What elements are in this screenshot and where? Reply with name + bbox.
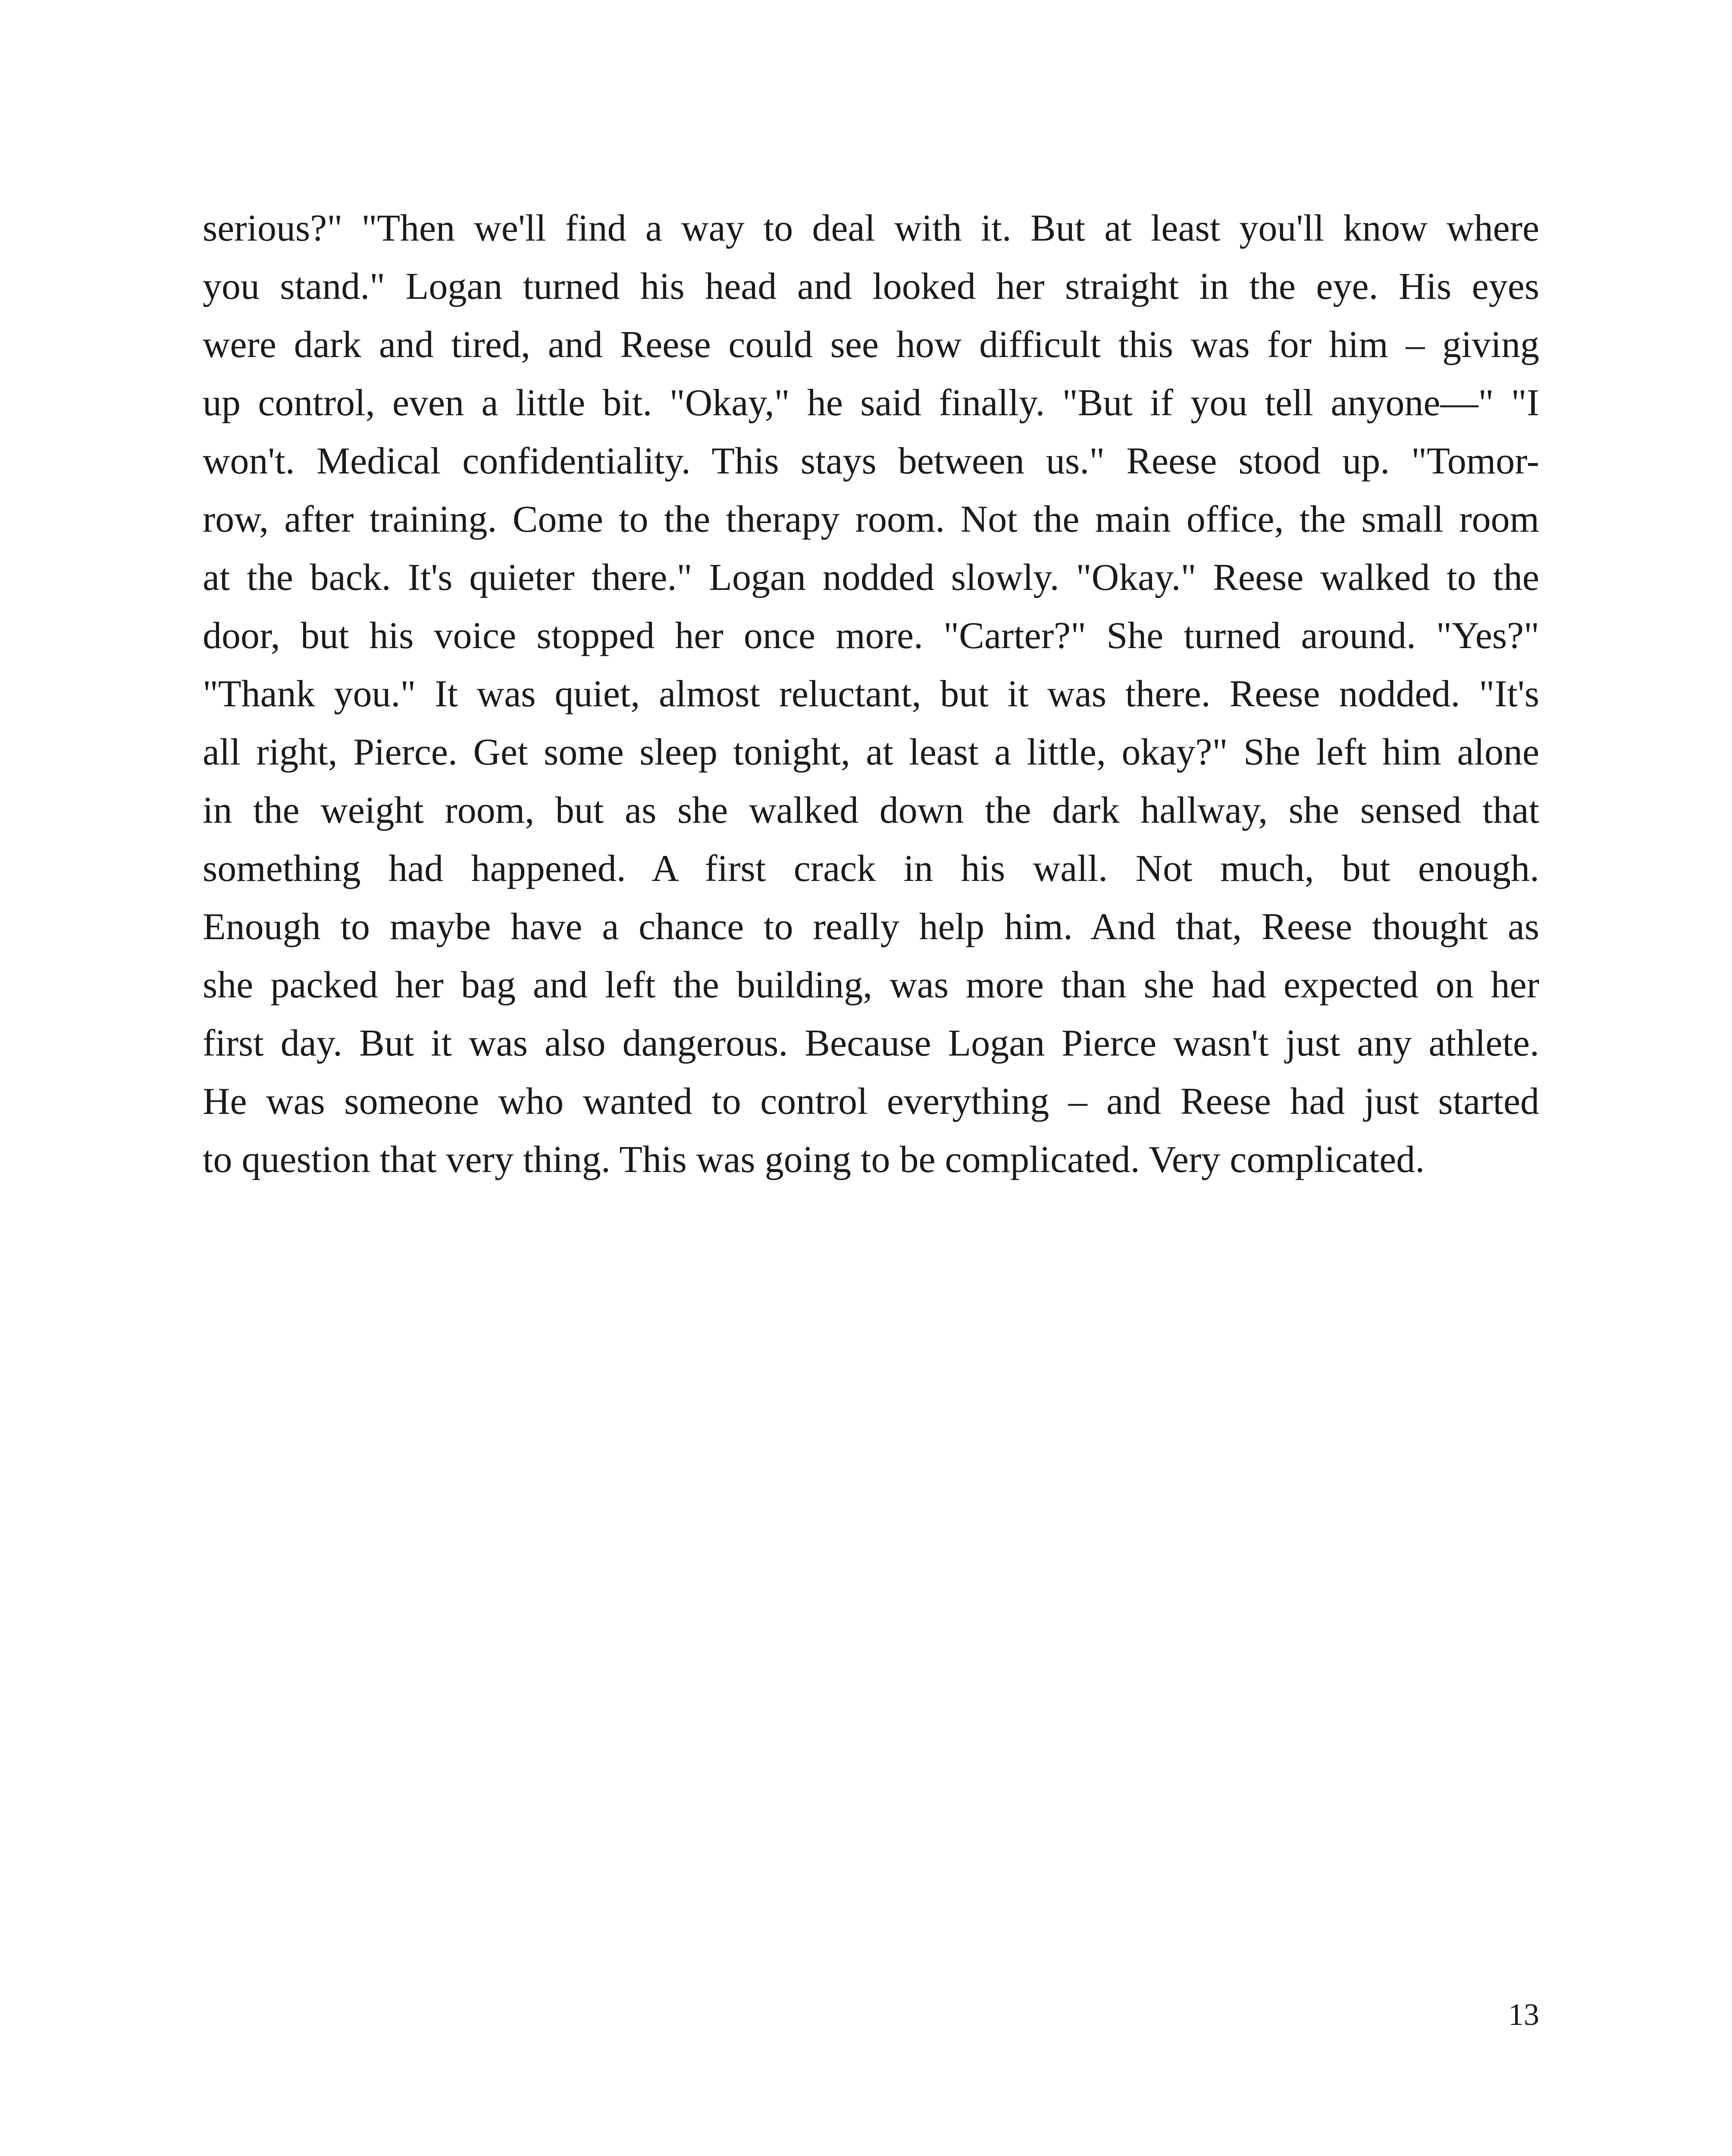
page-number: 13 [1508, 1997, 1539, 2032]
text-line: were dark and tired, and Reese could see how difficult this was for him – giving [203, 324, 1539, 366]
body-text [203, 199, 1539, 1189]
text-line: she packed her bag and left the building, was more than she had expected on her [203, 964, 1539, 1006]
text-line: door, but his voice stopped her once more. "Carter?" She turned around. "Yes?" [203, 615, 1539, 657]
text-line: first day. But it was also dangerous. Because Logan Pierce wasn't just any athlete. [203, 1022, 1539, 1064]
text-line: all right, Pierce. Get some sleep tonight, at least a little, okay?" She left him alone [203, 731, 1539, 773]
text-line: row, after training. Come to the therapy room. Not the main office, the small room [203, 498, 1539, 540]
text-line: Enough to maybe have a chance to really help him. And that, Reese thought as [203, 906, 1539, 948]
text-line: serious?" "Then we'll find a way to deal with it. But at least you'll know where [203, 207, 1539, 249]
text-line: at the back. It's quieter there." Logan nodded slowly. "Okay." Reese walked to the [203, 557, 1539, 599]
text-line: to question that very thing. This was going to be complicated. Very complicated. [203, 1139, 1425, 1181]
text-line: in the weight room, but as she walked down the dark hallway, she sensed that [203, 790, 1539, 831]
text-line: He was someone who wanted to control everything – and Reese had just started [203, 1081, 1539, 1122]
text-line: you stand." Logan turned his head and looked her straight in the eye. His eyes [203, 266, 1539, 307]
text-line: up control, even a little bit. "Okay," he said finally. "But if you tell anyone—" "I [203, 382, 1539, 424]
text-line: "Thank you." It was quiet, almost reluctant, but it was there. Reese nodded. "It's [203, 673, 1539, 715]
text-line: something had happened. A first crack in his wall. Not much, but enough. [203, 848, 1539, 890]
text-line: won't. Medical confidentiality. This stays between us." Reese stood up. "Tomor- [203, 440, 1539, 482]
